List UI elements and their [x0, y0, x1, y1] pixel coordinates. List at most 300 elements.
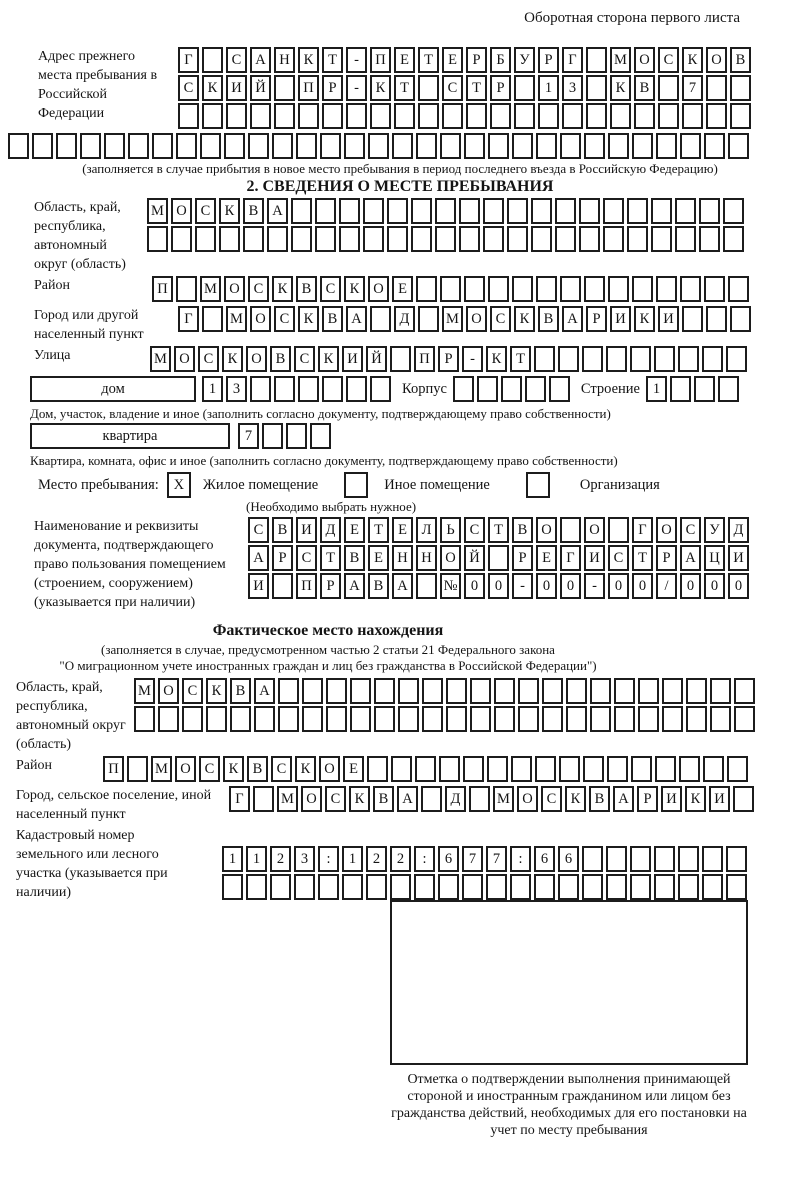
char-cell[interactable]: Р — [586, 306, 607, 332]
char-cell[interactable] — [702, 846, 723, 872]
char-cell[interactable] — [202, 47, 223, 73]
char-cell[interactable] — [536, 276, 557, 302]
char-cell[interactable] — [463, 756, 484, 782]
char-cell[interactable] — [630, 346, 651, 372]
char-cell[interactable] — [507, 226, 528, 252]
char-cell[interactable]: Г — [632, 517, 653, 543]
char-cell[interactable]: К — [222, 346, 243, 372]
char-cell[interactable] — [555, 226, 576, 252]
char-cell[interactable] — [294, 874, 315, 900]
char-cell[interactable] — [706, 306, 727, 332]
char-cell[interactable] — [171, 226, 192, 252]
char-cell[interactable] — [608, 517, 629, 543]
char-cell[interactable]: 1 — [246, 846, 267, 872]
char-cell[interactable]: К — [370, 75, 391, 101]
char-cell[interactable]: Р — [438, 346, 459, 372]
char-cell[interactable] — [374, 706, 395, 732]
char-cell[interactable]: А — [344, 573, 365, 599]
char-cell[interactable]: К — [202, 75, 223, 101]
char-cell[interactable]: Т — [394, 75, 415, 101]
char-cell[interactable]: В — [512, 517, 533, 543]
char-cell[interactable] — [654, 874, 675, 900]
char-cell[interactable]: Р — [637, 786, 658, 812]
char-cell[interactable]: К — [298, 306, 319, 332]
char-cell[interactable]: О — [656, 517, 677, 543]
char-cell[interactable] — [440, 133, 461, 159]
char-cell[interactable] — [675, 198, 696, 224]
char-cell[interactable] — [630, 846, 651, 872]
char-cell[interactable] — [610, 103, 631, 129]
char-cell[interactable] — [638, 706, 659, 732]
char-cell[interactable]: Р — [322, 75, 343, 101]
char-cell[interactable] — [224, 133, 245, 159]
char-cell[interactable] — [363, 226, 384, 252]
char-cell[interactable] — [488, 133, 509, 159]
char-cell[interactable] — [566, 706, 587, 732]
char-cell[interactable] — [422, 706, 443, 732]
char-cell[interactable]: Н — [416, 545, 437, 571]
char-cell[interactable] — [726, 874, 747, 900]
char-cell[interactable]: И — [342, 346, 363, 372]
char-cell[interactable] — [272, 133, 293, 159]
char-cell[interactable]: А — [250, 47, 271, 73]
char-cell[interactable] — [291, 198, 312, 224]
char-cell[interactable] — [147, 226, 168, 252]
char-cell[interactable] — [278, 678, 299, 704]
char-cell[interactable]: Й — [464, 545, 485, 571]
char-cell[interactable] — [442, 103, 463, 129]
char-cell[interactable]: 7 — [238, 423, 259, 449]
char-cell[interactable]: Б — [490, 47, 511, 73]
char-cell[interactable]: Г — [229, 786, 250, 812]
char-cell[interactable] — [302, 706, 323, 732]
char-cell[interactable] — [416, 573, 437, 599]
char-cell[interactable]: Й — [250, 75, 271, 101]
char-cell[interactable] — [658, 103, 679, 129]
char-cell[interactable] — [322, 376, 343, 402]
char-cell[interactable]: - — [584, 573, 605, 599]
char-cell[interactable] — [555, 198, 576, 224]
char-cell[interactable] — [658, 75, 679, 101]
char-cell[interactable] — [368, 133, 389, 159]
char-cell[interactable]: К — [295, 756, 316, 782]
char-cell[interactable]: В — [270, 346, 291, 372]
char-cell[interactable] — [286, 423, 307, 449]
char-cell[interactable] — [699, 226, 720, 252]
char-cell[interactable] — [584, 133, 605, 159]
char-cell[interactable]: Р — [272, 545, 293, 571]
char-cell[interactable]: И — [226, 75, 247, 101]
char-cell[interactable]: В — [730, 47, 751, 73]
char-cell[interactable]: Й — [366, 346, 387, 372]
char-cell[interactable]: Р — [466, 47, 487, 73]
char-cell[interactable]: М — [147, 198, 168, 224]
char-cell[interactable]: В — [230, 678, 251, 704]
char-cell[interactable] — [728, 133, 749, 159]
char-cell[interactable] — [230, 706, 251, 732]
char-cell[interactable]: 0 — [488, 573, 509, 599]
char-cell[interactable] — [390, 874, 411, 900]
char-cell[interactable]: О — [171, 198, 192, 224]
char-cell[interactable] — [710, 678, 731, 704]
char-cell[interactable] — [415, 756, 436, 782]
char-cell[interactable] — [686, 706, 707, 732]
char-cell[interactable]: П — [414, 346, 435, 372]
char-cell[interactable] — [655, 756, 676, 782]
char-cell[interactable] — [310, 423, 331, 449]
char-cell[interactable] — [512, 276, 533, 302]
char-cell[interactable] — [538, 103, 559, 129]
char-cell[interactable]: 0 — [632, 573, 653, 599]
char-cell[interactable] — [490, 103, 511, 129]
char-cell[interactable] — [464, 133, 485, 159]
char-cell[interactable] — [608, 276, 629, 302]
char-cell[interactable] — [248, 133, 269, 159]
char-cell[interactable] — [560, 133, 581, 159]
char-cell[interactable] — [704, 276, 725, 302]
char-cell[interactable]: М — [277, 786, 298, 812]
char-cell[interactable]: С — [195, 198, 216, 224]
char-cell[interactable] — [560, 276, 581, 302]
char-cell[interactable]: В — [368, 573, 389, 599]
char-cell[interactable]: П — [103, 756, 124, 782]
char-cell[interactable] — [586, 75, 607, 101]
char-cell[interactable]: 3 — [226, 376, 247, 402]
char-cell[interactable]: Л — [416, 517, 437, 543]
char-cell[interactable] — [566, 678, 587, 704]
char-cell[interactable] — [699, 198, 720, 224]
char-cell[interactable]: С — [490, 306, 511, 332]
char-cell[interactable] — [582, 846, 603, 872]
char-cell[interactable] — [250, 103, 271, 129]
char-cell[interactable]: У — [704, 517, 725, 543]
char-cell[interactable] — [586, 103, 607, 129]
char-cell[interactable]: О — [158, 678, 179, 704]
char-cell[interactable] — [339, 226, 360, 252]
char-cell[interactable] — [694, 376, 715, 402]
char-cell[interactable] — [514, 75, 535, 101]
char-cell[interactable]: К — [565, 786, 586, 812]
char-cell[interactable]: И — [658, 306, 679, 332]
char-cell[interactable]: О — [250, 306, 271, 332]
char-cell[interactable] — [518, 706, 539, 732]
char-cell[interactable]: М — [150, 346, 171, 372]
char-cell[interactable] — [435, 198, 456, 224]
char-cell[interactable] — [391, 756, 412, 782]
char-cell[interactable] — [128, 133, 149, 159]
char-cell[interactable]: К — [682, 47, 703, 73]
char-cell[interactable] — [608, 133, 629, 159]
char-cell[interactable]: Д — [394, 306, 415, 332]
char-cell[interactable]: М — [151, 756, 172, 782]
char-cell[interactable] — [702, 874, 723, 900]
char-cell[interactable]: 0 — [560, 573, 581, 599]
char-cell[interactable]: С — [199, 756, 220, 782]
char-cell[interactable] — [435, 226, 456, 252]
char-cell[interactable] — [511, 756, 532, 782]
char-cell[interactable]: Д — [320, 517, 341, 543]
char-cell[interactable]: А — [248, 545, 269, 571]
char-cell[interactable]: И — [296, 517, 317, 543]
char-cell[interactable] — [466, 103, 487, 129]
char-cell[interactable] — [531, 198, 552, 224]
char-cell[interactable]: Т — [510, 346, 531, 372]
char-cell[interactable] — [318, 874, 339, 900]
char-cell[interactable] — [398, 706, 419, 732]
char-cell[interactable] — [678, 874, 699, 900]
char-cell[interactable]: Ц — [704, 545, 725, 571]
char-cell[interactable] — [418, 103, 439, 129]
char-cell[interactable] — [296, 133, 317, 159]
char-cell[interactable]: С — [464, 517, 485, 543]
char-cell[interactable]: - — [346, 75, 367, 101]
char-cell[interactable] — [675, 226, 696, 252]
char-cell[interactable]: С — [658, 47, 679, 73]
char-cell[interactable] — [579, 198, 600, 224]
char-cell[interactable]: 0 — [728, 573, 749, 599]
char-cell[interactable] — [176, 133, 197, 159]
char-cell[interactable]: В — [322, 306, 343, 332]
char-cell[interactable] — [542, 706, 563, 732]
char-cell[interactable] — [418, 306, 439, 332]
char-cell[interactable]: - — [462, 346, 483, 372]
char-cell[interactable]: С — [541, 786, 562, 812]
char-cell[interactable]: К — [272, 276, 293, 302]
char-cell[interactable]: 0 — [536, 573, 557, 599]
char-cell[interactable]: О — [319, 756, 340, 782]
char-cell[interactable] — [525, 376, 546, 402]
char-cell[interactable]: О — [706, 47, 727, 73]
char-cell[interactable] — [607, 756, 628, 782]
char-cell[interactable] — [582, 346, 603, 372]
char-cell[interactable] — [278, 706, 299, 732]
char-cell[interactable] — [723, 226, 744, 252]
char-cell[interactable] — [627, 198, 648, 224]
char-cell[interactable]: М — [226, 306, 247, 332]
char-cell[interactable]: 7 — [682, 75, 703, 101]
char-cell[interactable]: К — [344, 276, 365, 302]
char-cell[interactable] — [656, 133, 677, 159]
char-cell[interactable] — [488, 276, 509, 302]
char-cell[interactable]: Р — [538, 47, 559, 73]
char-cell[interactable]: С — [198, 346, 219, 372]
char-cell[interactable] — [134, 706, 155, 732]
char-cell[interactable] — [370, 376, 391, 402]
char-cell[interactable]: : — [510, 846, 531, 872]
char-cell[interactable] — [487, 756, 508, 782]
char-cell[interactable] — [531, 226, 552, 252]
char-cell[interactable]: К — [610, 75, 631, 101]
char-cell[interactable] — [728, 276, 749, 302]
char-cell[interactable]: П — [152, 276, 173, 302]
char-cell[interactable]: : — [414, 846, 435, 872]
char-cell[interactable] — [488, 545, 509, 571]
char-cell[interactable] — [678, 346, 699, 372]
char-cell[interactable] — [590, 678, 611, 704]
char-cell[interactable] — [734, 706, 755, 732]
char-cell[interactable] — [202, 306, 223, 332]
char-cell[interactable]: 1 — [646, 376, 667, 402]
char-cell[interactable] — [56, 133, 77, 159]
char-cell[interactable] — [727, 756, 748, 782]
char-cell[interactable] — [298, 376, 319, 402]
char-cell[interactable]: : — [318, 846, 339, 872]
char-cell[interactable]: Г — [562, 47, 583, 73]
char-cell[interactable] — [514, 103, 535, 129]
char-cell[interactable]: С — [274, 306, 295, 332]
char-cell[interactable]: 1 — [222, 846, 243, 872]
char-cell[interactable]: Т — [368, 517, 389, 543]
char-cell[interactable] — [686, 678, 707, 704]
char-cell[interactable] — [414, 874, 435, 900]
char-cell[interactable] — [706, 75, 727, 101]
char-cell[interactable]: - — [512, 573, 533, 599]
char-cell[interactable] — [367, 756, 388, 782]
char-cell[interactable]: Т — [418, 47, 439, 73]
char-cell[interactable] — [606, 846, 627, 872]
char-cell[interactable] — [387, 198, 408, 224]
char-cell[interactable]: К — [486, 346, 507, 372]
char-cell[interactable] — [390, 346, 411, 372]
char-cell[interactable] — [590, 706, 611, 732]
char-cell[interactable]: 6 — [438, 846, 459, 872]
char-cell[interactable]: - — [346, 47, 367, 73]
char-cell[interactable]: М — [610, 47, 631, 73]
char-cell[interactable] — [315, 198, 336, 224]
char-cell[interactable] — [422, 678, 443, 704]
char-cell[interactable]: С — [271, 756, 292, 782]
char-cell[interactable]: У — [514, 47, 535, 73]
char-cell[interactable] — [418, 75, 439, 101]
char-cell[interactable]: 1 — [202, 376, 223, 402]
char-cell[interactable] — [507, 198, 528, 224]
char-cell[interactable]: Е — [343, 756, 364, 782]
char-cell[interactable]: 6 — [534, 846, 555, 872]
char-cell[interactable] — [603, 198, 624, 224]
char-cell[interactable]: А — [562, 306, 583, 332]
char-cell[interactable] — [222, 874, 243, 900]
char-cell[interactable]: В — [344, 545, 365, 571]
char-cell[interactable] — [583, 756, 604, 782]
char-cell[interactable] — [411, 226, 432, 252]
char-cell[interactable]: 0 — [680, 573, 701, 599]
char-cell[interactable]: О — [301, 786, 322, 812]
char-cell[interactable]: Т — [320, 545, 341, 571]
char-cell[interactable]: 3 — [562, 75, 583, 101]
char-cell[interactable]: 0 — [608, 573, 629, 599]
char-cell[interactable] — [346, 103, 367, 129]
char-cell[interactable] — [176, 276, 197, 302]
char-cell[interactable] — [634, 103, 655, 129]
char-cell[interactable] — [464, 276, 485, 302]
char-cell[interactable] — [158, 706, 179, 732]
char-cell[interactable]: С — [248, 517, 269, 543]
char-cell[interactable] — [549, 376, 570, 402]
char-cell[interactable]: К — [349, 786, 370, 812]
char-cell[interactable]: 2 — [366, 846, 387, 872]
char-cell[interactable] — [486, 874, 507, 900]
char-cell[interactable]: К — [223, 756, 244, 782]
char-cell[interactable]: Т — [632, 545, 653, 571]
char-cell[interactable] — [370, 306, 391, 332]
char-cell[interactable] — [662, 706, 683, 732]
char-cell[interactable] — [680, 133, 701, 159]
char-cell[interactable] — [446, 678, 467, 704]
char-cell[interactable] — [603, 226, 624, 252]
char-cell[interactable] — [243, 226, 264, 252]
char-cell[interactable]: Д — [728, 517, 749, 543]
char-cell[interactable] — [80, 133, 101, 159]
char-cell[interactable] — [366, 874, 387, 900]
char-cell[interactable] — [453, 376, 474, 402]
char-cell[interactable]: Е — [392, 517, 413, 543]
char-cell[interactable]: В — [243, 198, 264, 224]
char-cell[interactable] — [656, 276, 677, 302]
char-cell[interactable] — [270, 874, 291, 900]
char-cell[interactable] — [501, 376, 522, 402]
char-cell[interactable]: О — [466, 306, 487, 332]
char-cell[interactable] — [416, 276, 437, 302]
char-cell[interactable]: К — [634, 306, 655, 332]
char-cell[interactable] — [494, 678, 515, 704]
char-cell[interactable] — [682, 103, 703, 129]
char-cell[interactable] — [662, 678, 683, 704]
char-cell[interactable] — [274, 103, 295, 129]
char-cell[interactable] — [291, 226, 312, 252]
char-cell[interactable] — [536, 133, 557, 159]
char-cell[interactable]: И — [728, 545, 749, 571]
char-cell[interactable]: М — [442, 306, 463, 332]
char-cell[interactable]: А — [392, 573, 413, 599]
char-cell[interactable] — [226, 103, 247, 129]
char-cell[interactable]: О — [224, 276, 245, 302]
char-cell[interactable] — [127, 756, 148, 782]
char-cell[interactable] — [562, 103, 583, 129]
char-cell[interactable] — [703, 756, 724, 782]
char-cell[interactable] — [195, 226, 216, 252]
char-cell[interactable] — [726, 346, 747, 372]
char-cell[interactable] — [152, 133, 173, 159]
char-cell[interactable]: Т — [322, 47, 343, 73]
char-cell[interactable]: Ь — [440, 517, 461, 543]
char-cell[interactable] — [706, 103, 727, 129]
char-cell[interactable] — [469, 786, 490, 812]
char-cell[interactable] — [582, 874, 603, 900]
char-cell[interactable] — [730, 75, 751, 101]
char-cell[interactable] — [630, 874, 651, 900]
char-cell[interactable] — [559, 756, 580, 782]
char-cell[interactable] — [534, 874, 555, 900]
char-cell[interactable] — [182, 706, 203, 732]
char-cell[interactable] — [560, 517, 581, 543]
char-cell[interactable] — [320, 133, 341, 159]
char-cell[interactable] — [632, 276, 653, 302]
char-cell[interactable]: К — [219, 198, 240, 224]
char-cell[interactable]: С — [248, 276, 269, 302]
char-cell[interactable] — [206, 706, 227, 732]
char-cell[interactable] — [670, 376, 691, 402]
char-cell[interactable]: В — [634, 75, 655, 101]
char-cell[interactable]: И — [709, 786, 730, 812]
char-cell[interactable] — [606, 874, 627, 900]
char-cell[interactable]: 0 — [464, 573, 485, 599]
char-cell[interactable] — [8, 133, 29, 159]
char-cell[interactable] — [494, 706, 515, 732]
char-cell[interactable] — [680, 276, 701, 302]
char-cell[interactable] — [470, 678, 491, 704]
char-cell[interactable]: Н — [274, 47, 295, 73]
char-cell[interactable] — [586, 47, 607, 73]
